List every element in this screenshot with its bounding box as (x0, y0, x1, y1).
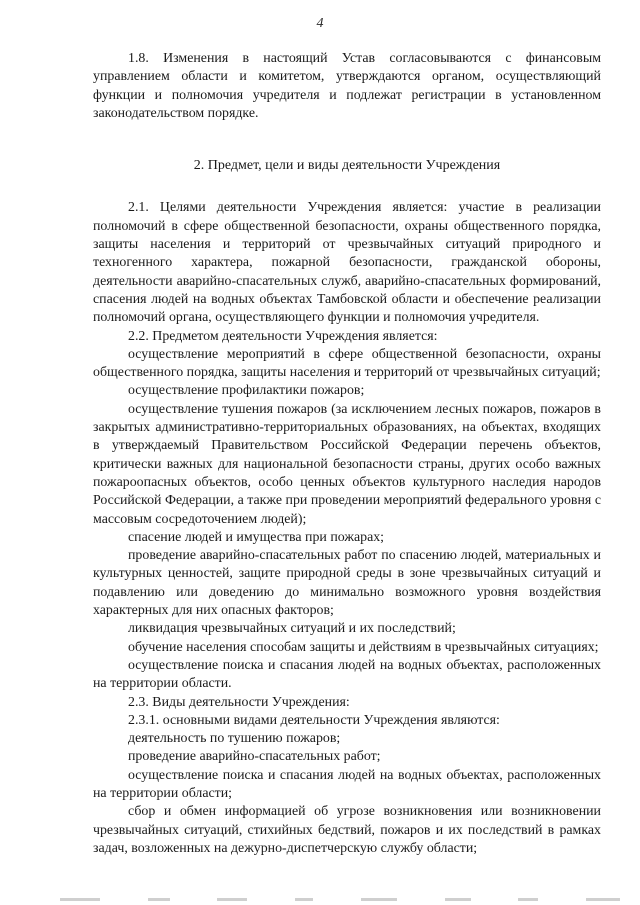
activity-item: осуществление поиска и спасания людей на водных объектах, расположенных на территории области; (93, 767, 601, 801)
activity-item: сбор и обмен информацией об угрозе возникновения или возникновении чрезвычайных ситуаций, стихийных бедствий, пожаров и их последствий в рамках задач, возложенных на дежурно-диспетчерскую службу области; (93, 804, 601, 856)
subject-item: осуществление мероприятий в сфере общественной безопасности, охраны общественного порядка, защиты населения и территорий от чрезвычайных ситуаций; (93, 346, 601, 381)
activity-item: деятельность по тушению пожаров; (128, 731, 341, 747)
subject-item: спасение людей и имущества при пожарах; (128, 529, 385, 545)
subject-item: осуществление профилактики пожаров; (128, 383, 365, 399)
subject-item: проведение аварийно-спасательных работ по спасению людей, материальных и культурных ценностей, защите природной среды в зоне чрезвычайных ситуаций и подавлению или доведению до минимально возможного уровня воздействия характерных для них опасных факторов; (93, 548, 601, 619)
paragraph-2-1: 2.1. Целями деятельности Учреждения является: участие в реализации полномочий в сфере общественной безопасности, охраны общественного порядка, защиты населения и территорий от чрезвычайных ситуаций природного и техногенного характера, пожарной безопасности, гражданской обороны, деятельности аварийно-спасательных служб, аварийно-спасательных формирований, спасения людей на водных объектах Тамбовской области и обеспечение реализации полномочий органа, осуществляющего функции и полномочия учредителя. (93, 200, 601, 326)
paragraph-2-3: 2.3. Виды деятельности Учреждения: (128, 694, 350, 710)
paragraph-2-3-1: 2.3.1. основными видами деятельности Учреждения являются: (128, 712, 500, 728)
section-heading: 2. Предмет, цели и виды деятельности Учреждения (193, 158, 501, 174)
subject-item: осуществление поиска и спасания людей на водных объектах, расположенных на территории области. (93, 657, 601, 692)
document-body (93, 50, 601, 858)
activity-item: проведение аварийно-спасательных работ; (128, 749, 381, 765)
paragraph-2-2: 2.2. Предметом деятельности Учреждения является: (128, 328, 438, 344)
subject-item: ликвидация чрезвычайных ситуаций и их последствий; (128, 621, 456, 637)
subject-item: обучение населения способам защиты и действиям в чрезвычайных ситуациях; (128, 639, 599, 655)
page-number: 4 (316, 16, 324, 31)
subject-item: осуществление тушения пожаров (за исключением лесных пожаров, пожаров в закрытых административно-территориальных образованиях, на объектах, входящих в утверждаемый Правительством Российской Федерации перечень объектов, критически важных для национальной безопасности страны, других особо важных пожароопасных объектов, особо ценных объектов культурного наследия народов Российской Федерации, а также при проведении мероприятий федерального уровня с массовым сосредоточением людей); (93, 401, 601, 527)
scan-edge-marks (60, 895, 620, 901)
paragraph-1-8: 1.8. Изменения в настоящий Устав согласовываются с финансовым управлением области и комитетом, утверждаются органом, осуществляющий функции и полномочия учредителя и подлежат регистрации в установленном законодательством порядке. (93, 51, 601, 121)
